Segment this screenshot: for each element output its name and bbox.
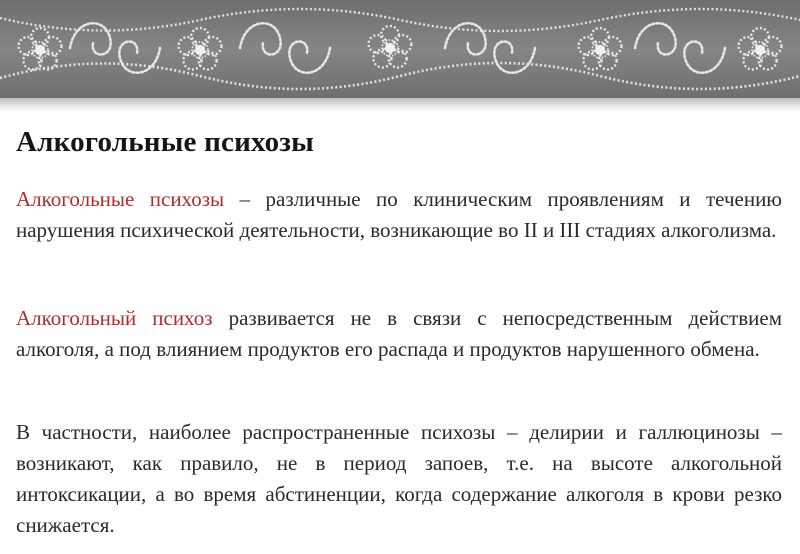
highlighted-term: Алкогольные психозы: [16, 187, 225, 211]
details-paragraph: В частности, наиболее распространенные психозы – делирии и галлюцинозы – возникают, как правило, не в период запоев, т.е. на высоте алкогольной интоксикации, а во время абстиненции, когда содержание алкоголя в крови резко снижается.: [16, 420, 782, 537]
banner-divider: [0, 98, 800, 112]
cause-paragraph: [16, 303, 782, 365]
paragraph-text: развивается не в связи с непосредственным действием алкоголя, а под влиянием продуктов его распада и продуктов нарушенного обмена.: [16, 306, 782, 361]
page-title: Алкогольные психозы: [16, 126, 314, 158]
highlighted-term: Алкогольный психоз: [16, 306, 213, 330]
slide-content: [16, 126, 782, 537]
decorative-lace-banner: [0, 0, 800, 98]
lace-ornament: [0, 0, 800, 98]
paragraph-text: – различные по клиническим проявлениям и течению нарушения психической деятельности, возникающие во II и III стадиях алкоголизма.: [16, 187, 782, 242]
definition-paragraph: [16, 184, 782, 246]
